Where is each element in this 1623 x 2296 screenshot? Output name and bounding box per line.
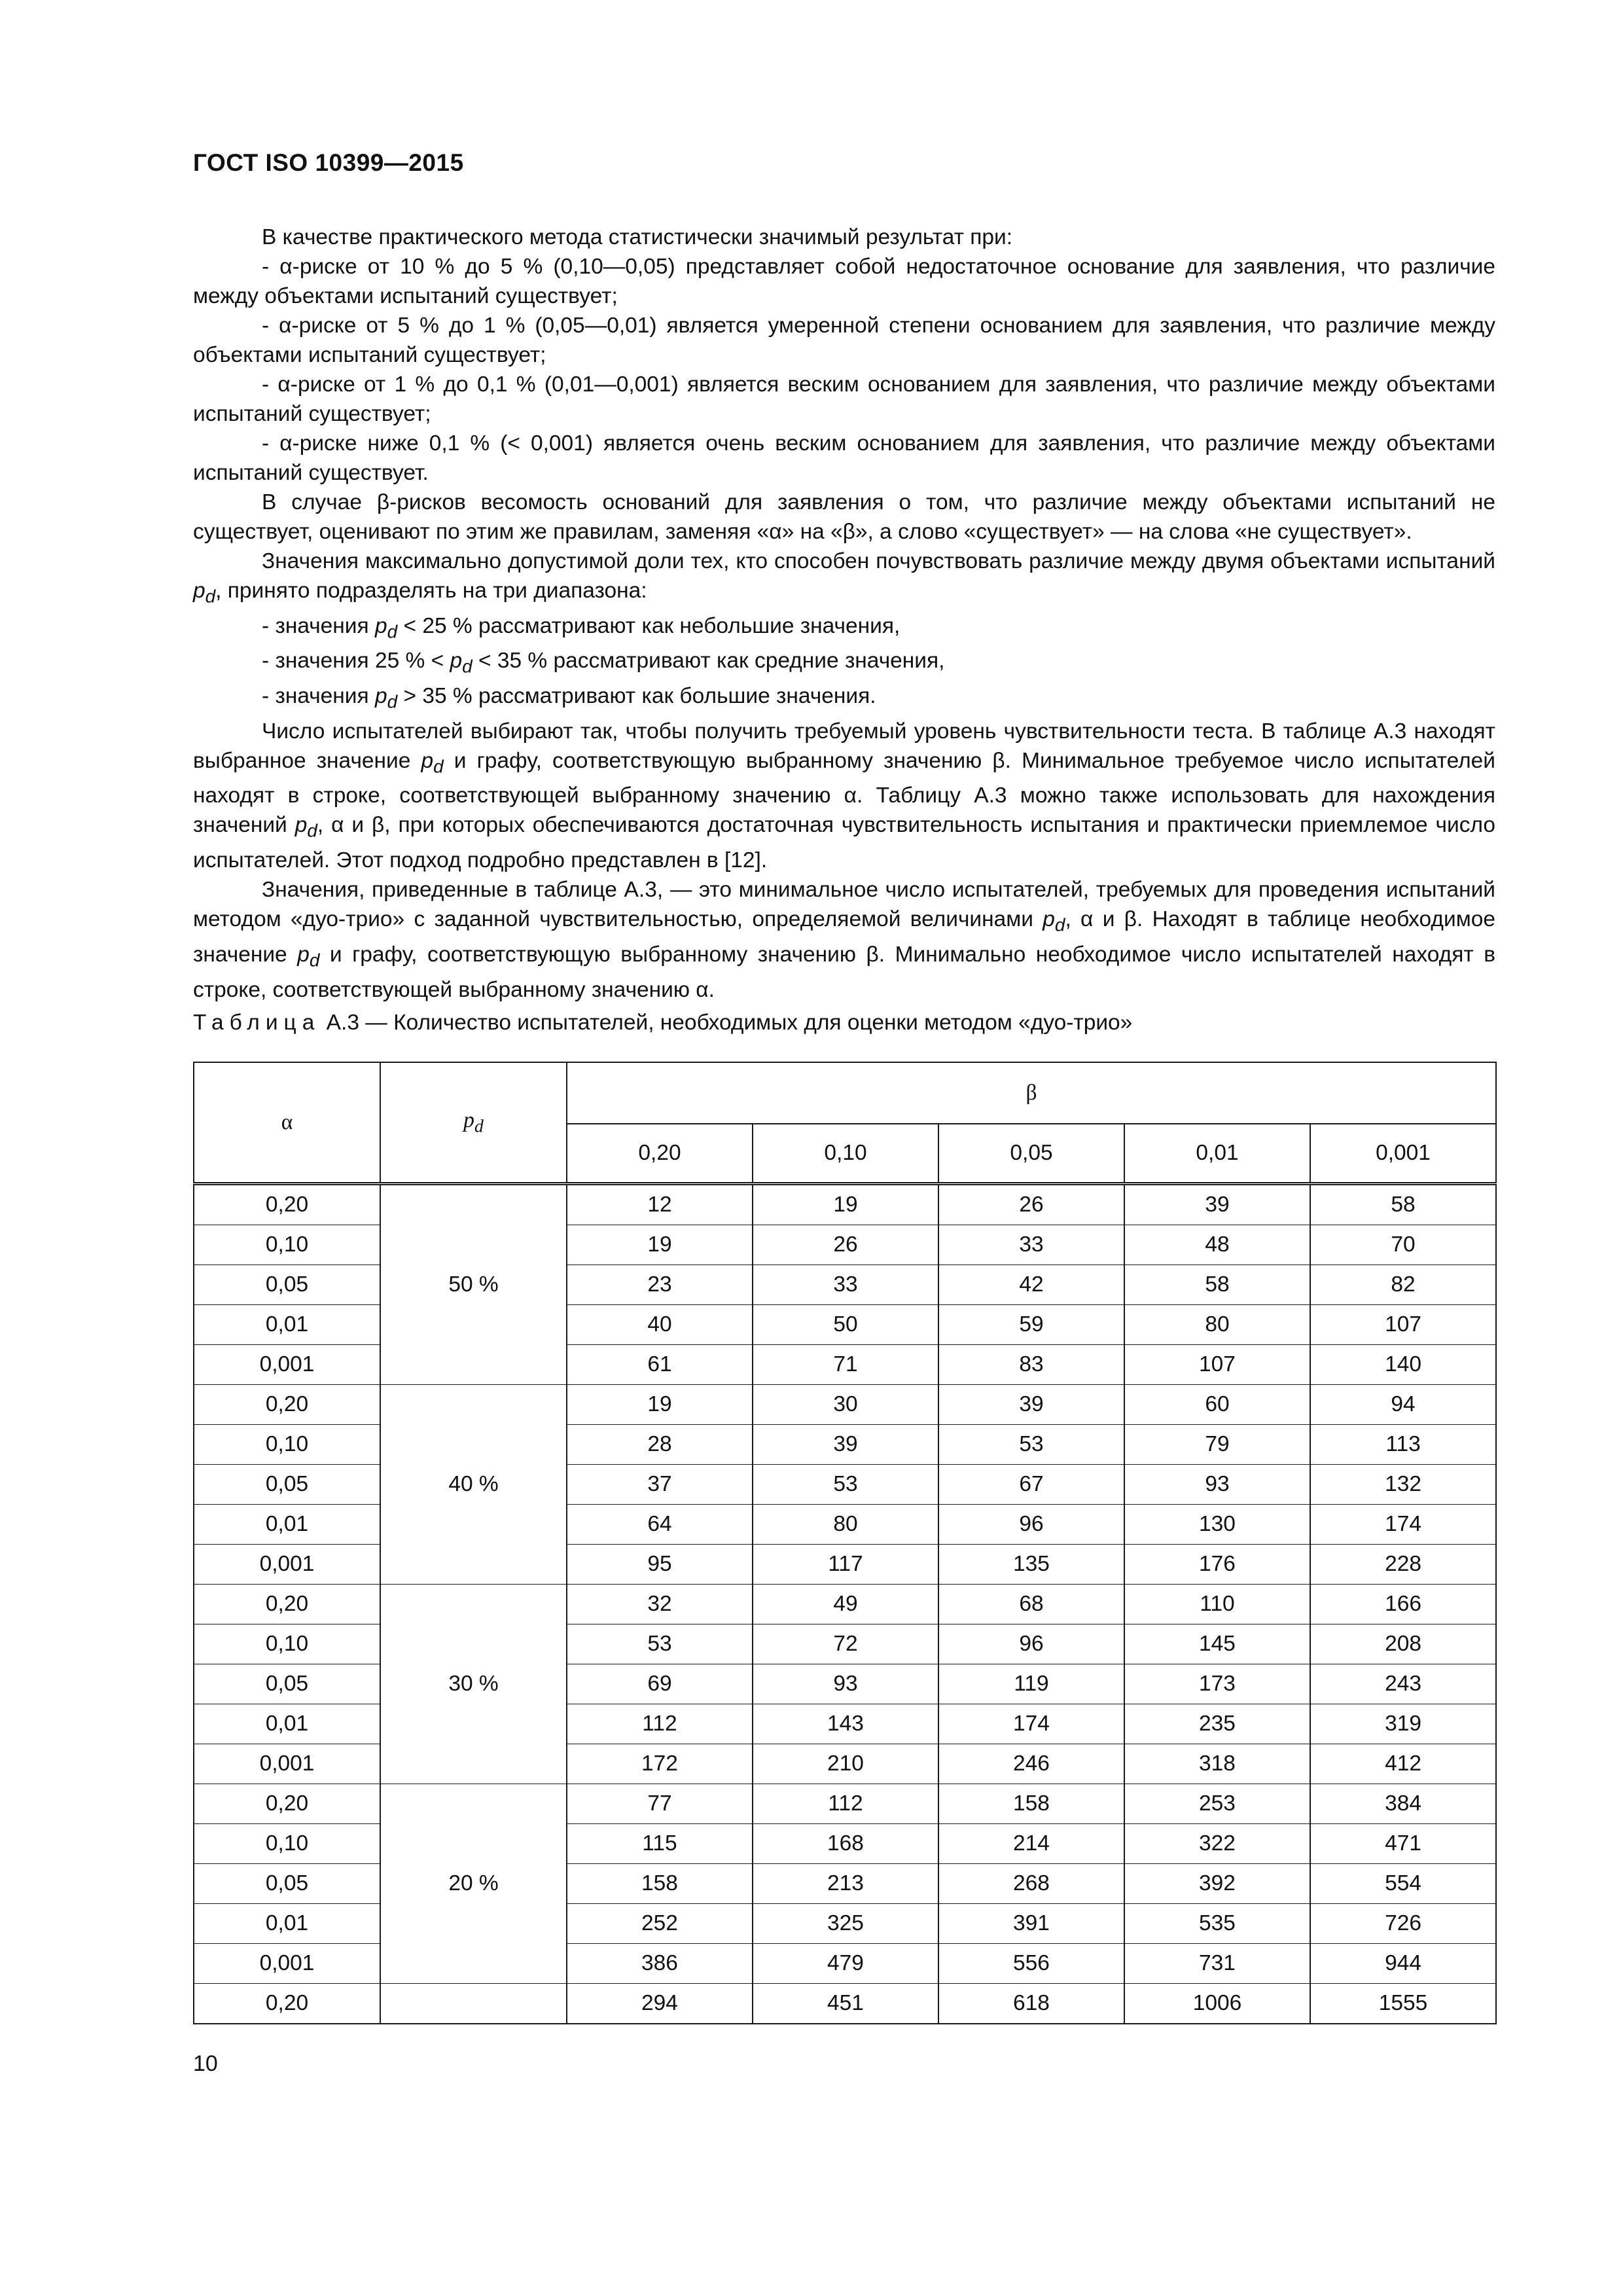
value-cell: 59 <box>938 1305 1124 1345</box>
body-text <box>193 223 1495 1005</box>
value-cell: 60 <box>1124 1385 1310 1425</box>
value-cell: 1555 <box>1310 1984 1496 2024</box>
paragraph: - α-риске от 10 % до 5 % (0,10—0,05) представляет собой недостаточное основание для заявления, что различие между объектами испытаний существует; <box>193 255 1495 308</box>
value-cell: 451 <box>753 1984 938 2024</box>
value-cell: 96 <box>938 1624 1124 1664</box>
value-cell: 53 <box>753 1465 938 1505</box>
alpha-cell: 0,10 <box>194 1425 380 1465</box>
text-run: , α и β. Находят в таблице необходимое значение <box>193 907 1495 967</box>
value-cell: 23 <box>567 1265 753 1305</box>
value-cell: 26 <box>938 1184 1124 1225</box>
value-cell: 39 <box>1124 1184 1310 1225</box>
table-row <box>194 1305 1496 1345</box>
value-cell: 322 <box>1124 1824 1310 1864</box>
alpha-cell: 0,001 <box>194 1944 380 1984</box>
alpha-cell: 0,20 <box>194 1585 380 1624</box>
value-cell: 479 <box>753 1944 938 1984</box>
alpha-cell: 0,10 <box>194 1624 380 1664</box>
table-caption <box>193 1008 1132 1037</box>
pd-symbol: $p_d$ <box>421 748 444 777</box>
value-cell: 19 <box>567 1225 753 1265</box>
text-run: - значения <box>262 613 375 638</box>
value-cell: 53 <box>938 1425 1124 1465</box>
alpha-cell: 0,10 <box>194 1225 380 1265</box>
value-cell: 107 <box>1124 1345 1310 1385</box>
value-cell: 96 <box>938 1505 1124 1545</box>
alpha-cell: 0,001 <box>194 1744 380 1784</box>
table-caption-text: А.3 — Количество испытателей, необходимых для оценки методом «дуо-трио» <box>320 1011 1133 1035</box>
text-run: Число испытателей выбирают так, чтобы получить требуемый уровень чувствительности теста. В таблице А.3 находят выбранное значение <box>193 719 1495 773</box>
value-cell: 93 <box>753 1664 938 1704</box>
alpha-cell: 0,01 <box>194 1305 380 1345</box>
value-cell: 252 <box>567 1904 753 1944</box>
value-cell: 33 <box>753 1265 938 1305</box>
table-row <box>194 1944 1496 1984</box>
text-run: Значения, приведенные в таблице А.3, — это минимальное число испытателей, требуемых для проведения испытаний методом «дуо-трио» с заданной чувствительностью, определяемой величинами <box>193 878 1495 932</box>
beta-value-header: 0,20 <box>567 1124 753 1184</box>
value-cell: 72 <box>753 1624 938 1664</box>
table-row <box>194 1984 1496 2024</box>
value-cell: 19 <box>753 1184 938 1225</box>
table-body <box>194 1184 1496 2024</box>
text-run: , принято подразделять на три диапазона: <box>215 579 647 603</box>
value-cell: 726 <box>1310 1904 1496 1944</box>
value-cell: 243 <box>1310 1664 1496 1704</box>
alpha-cell: 0,05 <box>194 1465 380 1505</box>
alpha-cell: 0,01 <box>194 1704 380 1744</box>
value-cell: 618 <box>938 1984 1124 2024</box>
value-cell: 112 <box>753 1784 938 1824</box>
paragraph: - α-риске от 1 % до 0,1 % (0,01—0,001) является веским основанием для заявления, что различие между объектами испытаний существует; <box>193 372 1495 426</box>
pd-cell <box>380 1585 567 1624</box>
value-cell: 174 <box>938 1704 1124 1744</box>
value-cell: 253 <box>1124 1784 1310 1824</box>
column-header-pd: $p_d$ <box>380 1062 567 1184</box>
pd-cell <box>380 1824 567 1864</box>
value-cell: 39 <box>938 1385 1124 1425</box>
value-cell: 67 <box>938 1465 1124 1505</box>
table-row <box>194 1904 1496 1944</box>
value-cell: 392 <box>1124 1864 1310 1904</box>
value-cell: 391 <box>938 1904 1124 1944</box>
value-cell: 235 <box>1124 1704 1310 1744</box>
pd-cell <box>380 1704 567 1744</box>
alpha-cell: 0,20 <box>194 1184 380 1225</box>
table-row <box>194 1704 1496 1744</box>
value-cell: 228 <box>1310 1545 1496 1585</box>
pd-cell <box>380 1984 567 2024</box>
text-run: и графу, соответствующую выбранному значению β. Минимальное требуемое число испытателей находят в строке, соответствующей выбранному значению α. Таблицу А.3 можно также использовать для нахождения значений <box>193 748 1495 838</box>
value-cell: 32 <box>567 1585 753 1624</box>
paragraph: - α-риске от 5 % до 1 % (0,05—0,01) является умеренной степени основанием для заявления, что различие между объектами испытаний существует; <box>193 314 1495 367</box>
value-cell: 172 <box>567 1744 753 1784</box>
alpha-cell: 0,20 <box>194 1784 380 1824</box>
value-cell: 319 <box>1310 1704 1496 1744</box>
value-cell: 50 <box>753 1305 938 1345</box>
value-cell: 268 <box>938 1864 1124 1904</box>
value-cell: 68 <box>938 1585 1124 1624</box>
text-run: < 35 % рассматривают как средние значения, <box>472 649 945 673</box>
value-cell: 61 <box>567 1345 753 1385</box>
value-cell: 208 <box>1310 1624 1496 1664</box>
pd-cell <box>380 1944 567 1984</box>
pd-cell <box>380 1425 567 1465</box>
table-row <box>194 1545 1496 1585</box>
alpha-cell: 0,001 <box>194 1345 380 1385</box>
value-cell: 53 <box>567 1624 753 1664</box>
value-cell: 12 <box>567 1184 753 1225</box>
table-row <box>194 1265 1496 1305</box>
alpha-cell: 0,05 <box>194 1864 380 1904</box>
value-cell: 93 <box>1124 1465 1310 1505</box>
beta-value-header: 0,05 <box>938 1124 1124 1184</box>
testers-count-table <box>193 1062 1497 2024</box>
value-cell: 140 <box>1310 1345 1496 1385</box>
value-cell: 944 <box>1310 1944 1496 1984</box>
paragraph <box>193 875 1495 1004</box>
value-cell: 213 <box>753 1864 938 1904</box>
value-cell: 33 <box>938 1225 1124 1265</box>
paragraph <box>193 681 1495 717</box>
value-cell: 556 <box>938 1944 1124 1984</box>
value-cell: 42 <box>938 1265 1124 1305</box>
value-cell: 176 <box>1124 1545 1310 1585</box>
pd-cell: 30 % <box>380 1664 567 1704</box>
table-row <box>194 1385 1496 1425</box>
pd-symbol: $p_d$ <box>374 684 398 712</box>
paragraph <box>193 611 1495 647</box>
pd-cell: 40 % <box>380 1465 567 1505</box>
document-code-header: ГОСТ ISO 10399—2015 <box>193 149 464 176</box>
value-cell: 26 <box>753 1225 938 1265</box>
value-cell: 40 <box>567 1305 753 1345</box>
paragraph: В качестве практического метода статистически значимый результат при: <box>262 225 1013 249</box>
table-row <box>194 1824 1496 1864</box>
pd-cell <box>380 1184 567 1225</box>
value-cell: 145 <box>1124 1624 1310 1664</box>
table-row <box>194 1345 1496 1385</box>
value-cell: 71 <box>753 1345 938 1385</box>
value-cell: 110 <box>1124 1585 1310 1624</box>
paragraph <box>193 646 1495 681</box>
pd-symbol: $p_d$ <box>294 813 317 842</box>
paragraph: В случае β-рисков весомость оснований для заявления о том, что различие между объектами испытаний не существует, оценивают по этим же правилам, заменяя «α» на «β», а слово «существует» — на слова «не существует». <box>193 490 1495 544</box>
value-cell: 412 <box>1310 1744 1496 1784</box>
value-cell: 158 <box>567 1864 753 1904</box>
value-cell: 132 <box>1310 1465 1496 1505</box>
value-cell: 58 <box>1310 1184 1496 1225</box>
value-cell: 117 <box>753 1545 938 1585</box>
value-cell: 386 <box>567 1944 753 1984</box>
pd-cell <box>380 1744 567 1784</box>
value-cell: 318 <box>1124 1744 1310 1784</box>
alpha-cell: 0,10 <box>194 1824 380 1864</box>
alpha-cell: 0,01 <box>194 1505 380 1545</box>
value-cell: 166 <box>1310 1585 1496 1624</box>
value-cell: 325 <box>753 1904 938 1944</box>
value-cell: 471 <box>1310 1824 1496 1864</box>
pd-symbol: $p_d$ <box>374 613 398 642</box>
value-cell: 143 <box>753 1704 938 1744</box>
table-row <box>194 1225 1496 1265</box>
alpha-cell: 0,05 <box>194 1265 380 1305</box>
value-cell: 115 <box>567 1824 753 1864</box>
value-cell: 37 <box>567 1465 753 1505</box>
paragraph <box>193 717 1495 875</box>
value-cell: 135 <box>938 1545 1124 1585</box>
value-cell: 48 <box>1124 1225 1310 1265</box>
column-header-alpha: α <box>194 1062 380 1184</box>
alpha-cell: 0,001 <box>194 1545 380 1585</box>
value-cell: 80 <box>753 1505 938 1545</box>
value-cell: 19 <box>567 1385 753 1425</box>
value-cell: 384 <box>1310 1784 1496 1824</box>
column-header-beta: β <box>567 1062 1496 1124</box>
value-cell: 64 <box>567 1505 753 1545</box>
beta-value-header: 0,001 <box>1310 1124 1496 1184</box>
value-cell: 49 <box>753 1585 938 1624</box>
table-row <box>194 1425 1496 1465</box>
beta-value-header: 0,10 <box>753 1124 938 1184</box>
text-run: Значения максимально допустимой доли тех, кто способен почувствовать различие между двумя объектами испытаний <box>262 549 1495 573</box>
table-row <box>194 1664 1496 1704</box>
pd-cell <box>380 1624 567 1664</box>
table-row <box>194 1864 1496 1904</box>
alpha-cell: 0,01 <box>194 1904 380 1944</box>
value-cell: 30 <box>753 1385 938 1425</box>
pd-cell <box>380 1385 567 1425</box>
value-cell: 80 <box>1124 1305 1310 1345</box>
table-row <box>194 1465 1496 1505</box>
table-row <box>194 1585 1496 1624</box>
value-cell: 83 <box>938 1345 1124 1385</box>
value-cell: 107 <box>1310 1305 1496 1345</box>
value-cell: 1006 <box>1124 1984 1310 2024</box>
table-row <box>194 1784 1496 1824</box>
value-cell: 113 <box>1310 1425 1496 1465</box>
pd-cell: 50 % <box>380 1265 567 1305</box>
pd-cell <box>380 1345 567 1385</box>
value-cell: 168 <box>753 1824 938 1864</box>
value-cell: 28 <box>567 1425 753 1465</box>
text-run: - значения <box>262 684 375 709</box>
pd-cell: 20 % <box>380 1864 567 1904</box>
text-run: , α и β, при которых обеспечиваются достаточная чувствительность испытания и практически приемлемое число испытателей. Этот подход подробно представлен в [12]. <box>193 813 1495 873</box>
value-cell: 173 <box>1124 1664 1310 1704</box>
alpha-cell: 0,20 <box>194 1385 380 1425</box>
table-caption-label: Таблица <box>193 1011 321 1035</box>
value-cell: 58 <box>1124 1265 1310 1305</box>
value-cell: 174 <box>1310 1505 1496 1545</box>
value-cell: 214 <box>938 1824 1124 1864</box>
pd-cell <box>380 1784 567 1824</box>
value-cell: 119 <box>938 1664 1124 1704</box>
text-run: > 35 % рассматривают как большие значения. <box>397 684 876 709</box>
value-cell: 69 <box>567 1664 753 1704</box>
table-row <box>194 1505 1496 1545</box>
value-cell: 94 <box>1310 1385 1496 1425</box>
pd-cell <box>380 1904 567 1944</box>
value-cell: 158 <box>938 1784 1124 1824</box>
value-cell: 210 <box>753 1744 938 1784</box>
beta-value-header: 0,01 <box>1124 1124 1310 1184</box>
pd-symbol: $p_d$ <box>193 579 216 607</box>
value-cell: 731 <box>1124 1944 1310 1984</box>
value-cell: 39 <box>753 1425 938 1465</box>
pd-cell <box>380 1505 567 1545</box>
table-row <box>194 1624 1496 1664</box>
pd-symbol: $p_d$ <box>1043 907 1065 935</box>
table-row <box>194 1744 1496 1784</box>
pd-symbol: $p_d$ <box>450 649 473 677</box>
text-run: и графу, соответствующую выбранному значению β. Минимально необходимое число испытателей находят в строке, соответствующей выбранному значению α. <box>193 942 1495 1002</box>
page-number: 10 <box>193 2051 218 2076</box>
value-cell: 535 <box>1124 1904 1310 1944</box>
value-cell: 77 <box>567 1784 753 1824</box>
alpha-cell: 0,05 <box>194 1664 380 1704</box>
value-cell: 112 <box>567 1704 753 1744</box>
value-cell: 554 <box>1310 1864 1496 1904</box>
paragraph <box>193 547 1495 611</box>
pd-cell <box>380 1225 567 1265</box>
pd-cell <box>380 1305 567 1345</box>
value-cell: 70 <box>1310 1225 1496 1265</box>
pd-cell <box>380 1545 567 1585</box>
value-cell: 246 <box>938 1744 1124 1784</box>
pd-symbol: $p_d$ <box>297 942 320 971</box>
text-run: < 25 % рассматривают как небольшие значения, <box>397 613 901 638</box>
paragraph: - α-риске ниже 0,1 % (< 0,001) является очень веским основанием для заявления, что различие между объектами испытаний существует. <box>193 431 1495 485</box>
value-cell: 95 <box>567 1545 753 1585</box>
value-cell: 294 <box>567 1984 753 2024</box>
value-cell: 130 <box>1124 1505 1310 1545</box>
value-cell: 82 <box>1310 1265 1496 1305</box>
table-row <box>194 1184 1496 1225</box>
text-run: - значения 25 % < <box>262 649 450 673</box>
alpha-cell: 0,20 <box>194 1984 380 2024</box>
value-cell: 79 <box>1124 1425 1310 1465</box>
